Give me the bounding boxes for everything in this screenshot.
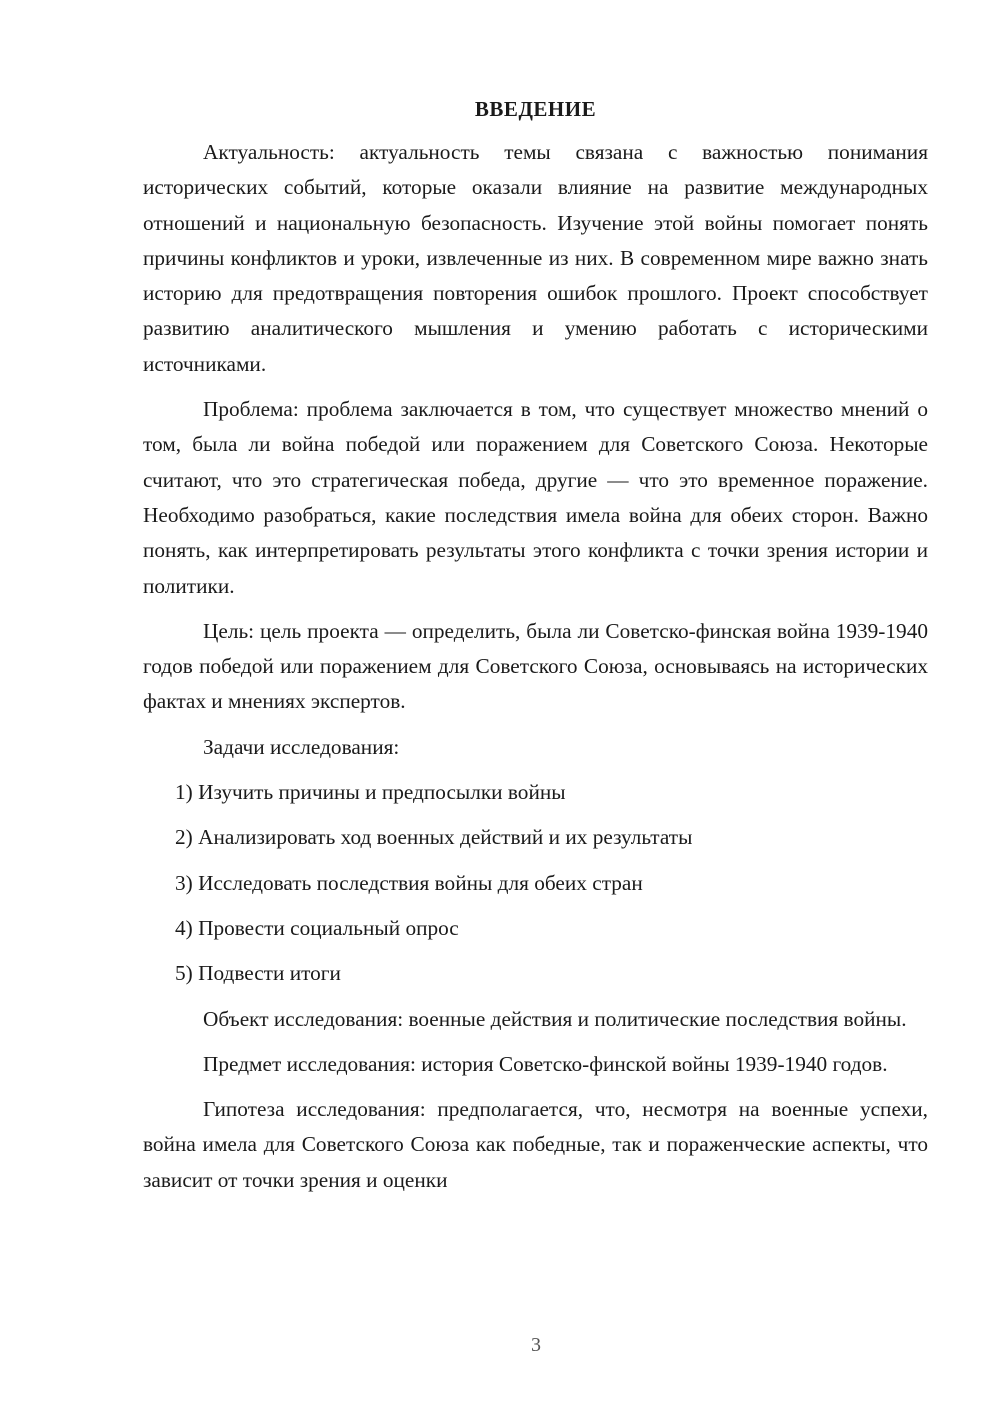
problem-paragraph: Проблема: проблема заключается в том, что существует множество мнений о том, была ли война победой или поражением для Советского Союза. Некоторые считают, что это стратегическая победа, другие — что это временное поражение. Необходимо разобраться, какие последствия имела война для обеих сторон. Важно понять, как интерпретировать результаты этого конфликта с точки зрения истории и политики. [143, 397, 928, 598]
goal-paragraph: Цель: цель проекта — определить, была ли Советско-финская война 1939-1940 годов победой или поражением для Советского Союза, основываясь на исторических фактах и мнениях экспертов. [143, 618, 928, 714]
task-item: 3) Исследовать последствия войны для обеих стран [175, 870, 643, 895]
document-page [143, 92, 928, 1208]
task-item: 4) Провести социальный опрос [175, 915, 459, 940]
relevance-paragraph: Актуальность: актуальность темы связана с важностью понимания исторических событий, которые оказали влияние на развитие международных отношений и национальную безопасность. Изучение этой войны помогает понять причины конфликтов и уроки, извлеченные из них. В современном мире важно знать историю для предотвращения повторения ошибок прошлого. Проект способствует развитию аналитического мышления и умению работать с историческими источниками. [143, 140, 928, 376]
section-title: ВВЕДЕНИЕ [474, 97, 597, 121]
tasks-label: Задачи исследования: [203, 734, 400, 759]
object-paragraph: Объект исследования: военные действия и политические последствия войны. [203, 1006, 907, 1031]
task-item: 2) Анализировать ход военных действий и их результаты [175, 825, 693, 850]
task-item: 5) Подвести итоги [175, 961, 341, 986]
task-item: 1) Изучить причины и предпосылки войны [175, 780, 566, 805]
subject-paragraph: Предмет исследования: история Советско-финской войны 1939-1940 годов. [203, 1051, 888, 1076]
tasks-list [143, 775, 928, 991]
page-number: 3 [531, 1334, 541, 1356]
hypothesis-paragraph: Гипотеза исследования: предполагается, что, несмотря на военные успехи, война имела для Советского Союза как победные, так и пораженческие аспекты, что зависит от точки зрения и оценки [143, 1097, 928, 1192]
